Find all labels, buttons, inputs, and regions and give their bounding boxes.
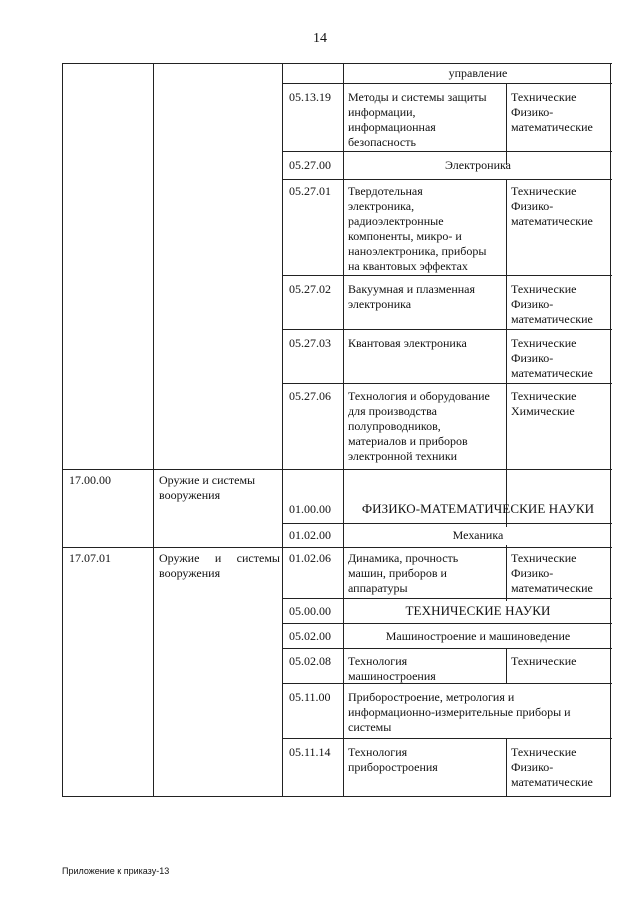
specialty-code: 05.27.03 bbox=[289, 336, 331, 350]
specialty-code: 05.13.19 bbox=[289, 90, 331, 104]
specialty-code: 01.02.00 bbox=[289, 528, 331, 542]
row-divider bbox=[282, 623, 612, 624]
footer-note: Приложение к приказу-13 bbox=[62, 866, 170, 876]
row-title-merged: Машиностроение и машиноведение bbox=[385, 629, 571, 643]
row-title-merged: управление bbox=[448, 66, 508, 80]
column-divider bbox=[506, 83, 507, 165]
page-number: 14 bbox=[313, 31, 327, 46]
group-code: 17.07.01 bbox=[69, 551, 111, 565]
specialty-name: Технология машиностроения bbox=[348, 654, 436, 683]
specialty-code: 05.00.00 bbox=[289, 604, 331, 618]
row-divider bbox=[282, 275, 612, 276]
row-divider bbox=[282, 523, 612, 524]
row-divider bbox=[282, 329, 612, 330]
specialty-code: 05.02.00 bbox=[289, 629, 331, 643]
specialty-code: 05.27.00 bbox=[289, 158, 331, 172]
group-name: Оружие и системы вооружения bbox=[159, 551, 280, 580]
science-branches: Технические Физико- математические bbox=[511, 282, 593, 326]
specialty-name: Квантовая электроника bbox=[348, 336, 467, 350]
science-branches: Технические Физико- математические bbox=[511, 184, 593, 228]
specialty-code: 01.00.00 bbox=[289, 502, 331, 516]
row-divider bbox=[63, 547, 612, 548]
column-divider bbox=[506, 179, 507, 527]
row-divider bbox=[282, 738, 612, 739]
specialty-name: Методы и системы защиты информации, информационная безопасность bbox=[348, 90, 487, 149]
specialty-name: Технология приборостроения bbox=[348, 745, 438, 774]
row-divider bbox=[282, 598, 612, 599]
specialty-code: 05.11.14 bbox=[289, 745, 331, 759]
row-divider bbox=[282, 83, 612, 84]
science-branches: Технические Физико- математические bbox=[511, 745, 593, 789]
specialty-name: Вакуумная и плазменная электроника bbox=[348, 282, 476, 311]
specialty-code: 01.02.06 bbox=[289, 551, 331, 565]
science-branches: Технические Физико- математические bbox=[511, 336, 593, 380]
science-branches: Технические Физико- математические bbox=[511, 551, 593, 595]
specialty-code: 05.11.00 bbox=[289, 690, 331, 704]
group-code: 17.00.00 bbox=[69, 473, 111, 487]
row-title-merged: ФИЗИКО-МАТЕМАТИЧЕСКИЕ НАУКИ bbox=[361, 501, 595, 516]
column-divider bbox=[506, 545, 507, 601]
specialty-code: 05.27.02 bbox=[289, 282, 331, 296]
science-branches: Технические Химические bbox=[511, 389, 577, 418]
specialty-name: Динамика, прочность машин, приборов и аппаратуры bbox=[348, 551, 459, 595]
specialty-code: 05.02.08 bbox=[289, 654, 331, 668]
science-branches: Технические bbox=[511, 654, 577, 668]
row-title-merged: ТЕХНИЧЕСКИЕ НАУКИ bbox=[405, 603, 551, 618]
row-divider bbox=[63, 469, 612, 470]
row-divider bbox=[282, 179, 612, 180]
column-divider bbox=[282, 63, 283, 796]
specialties-table bbox=[62, 63, 611, 797]
row-divider bbox=[282, 648, 612, 649]
science-branches: Технические Физико- математические bbox=[511, 90, 593, 134]
specialty-code: 05.27.01 bbox=[289, 184, 331, 198]
specialty-name: Технология и оборудование для производства полупроводников, материалов и приборов электронной техники bbox=[348, 389, 490, 463]
column-divider bbox=[506, 738, 507, 797]
row-title-merged: Электроника bbox=[445, 158, 511, 172]
column-divider bbox=[506, 648, 507, 683]
specialty-code: 05.27.06 bbox=[289, 389, 331, 403]
specialty-name: Твердотельная электроника, радиоэлектронные компоненты, микро- и наноэлектроника, приборы на квантовых эффектах bbox=[348, 184, 487, 273]
row-title-merged: Приборостроение, метрология и информационно-измерительные приборы и системы bbox=[348, 690, 571, 734]
row-title-merged: Механика bbox=[452, 528, 504, 542]
row-divider bbox=[282, 63, 612, 64]
group-name: Оружие и системы вооружения bbox=[159, 473, 256, 502]
column-divider bbox=[153, 63, 154, 796]
row-divider bbox=[63, 63, 282, 64]
row-divider bbox=[282, 151, 612, 152]
row-divider bbox=[282, 383, 612, 384]
